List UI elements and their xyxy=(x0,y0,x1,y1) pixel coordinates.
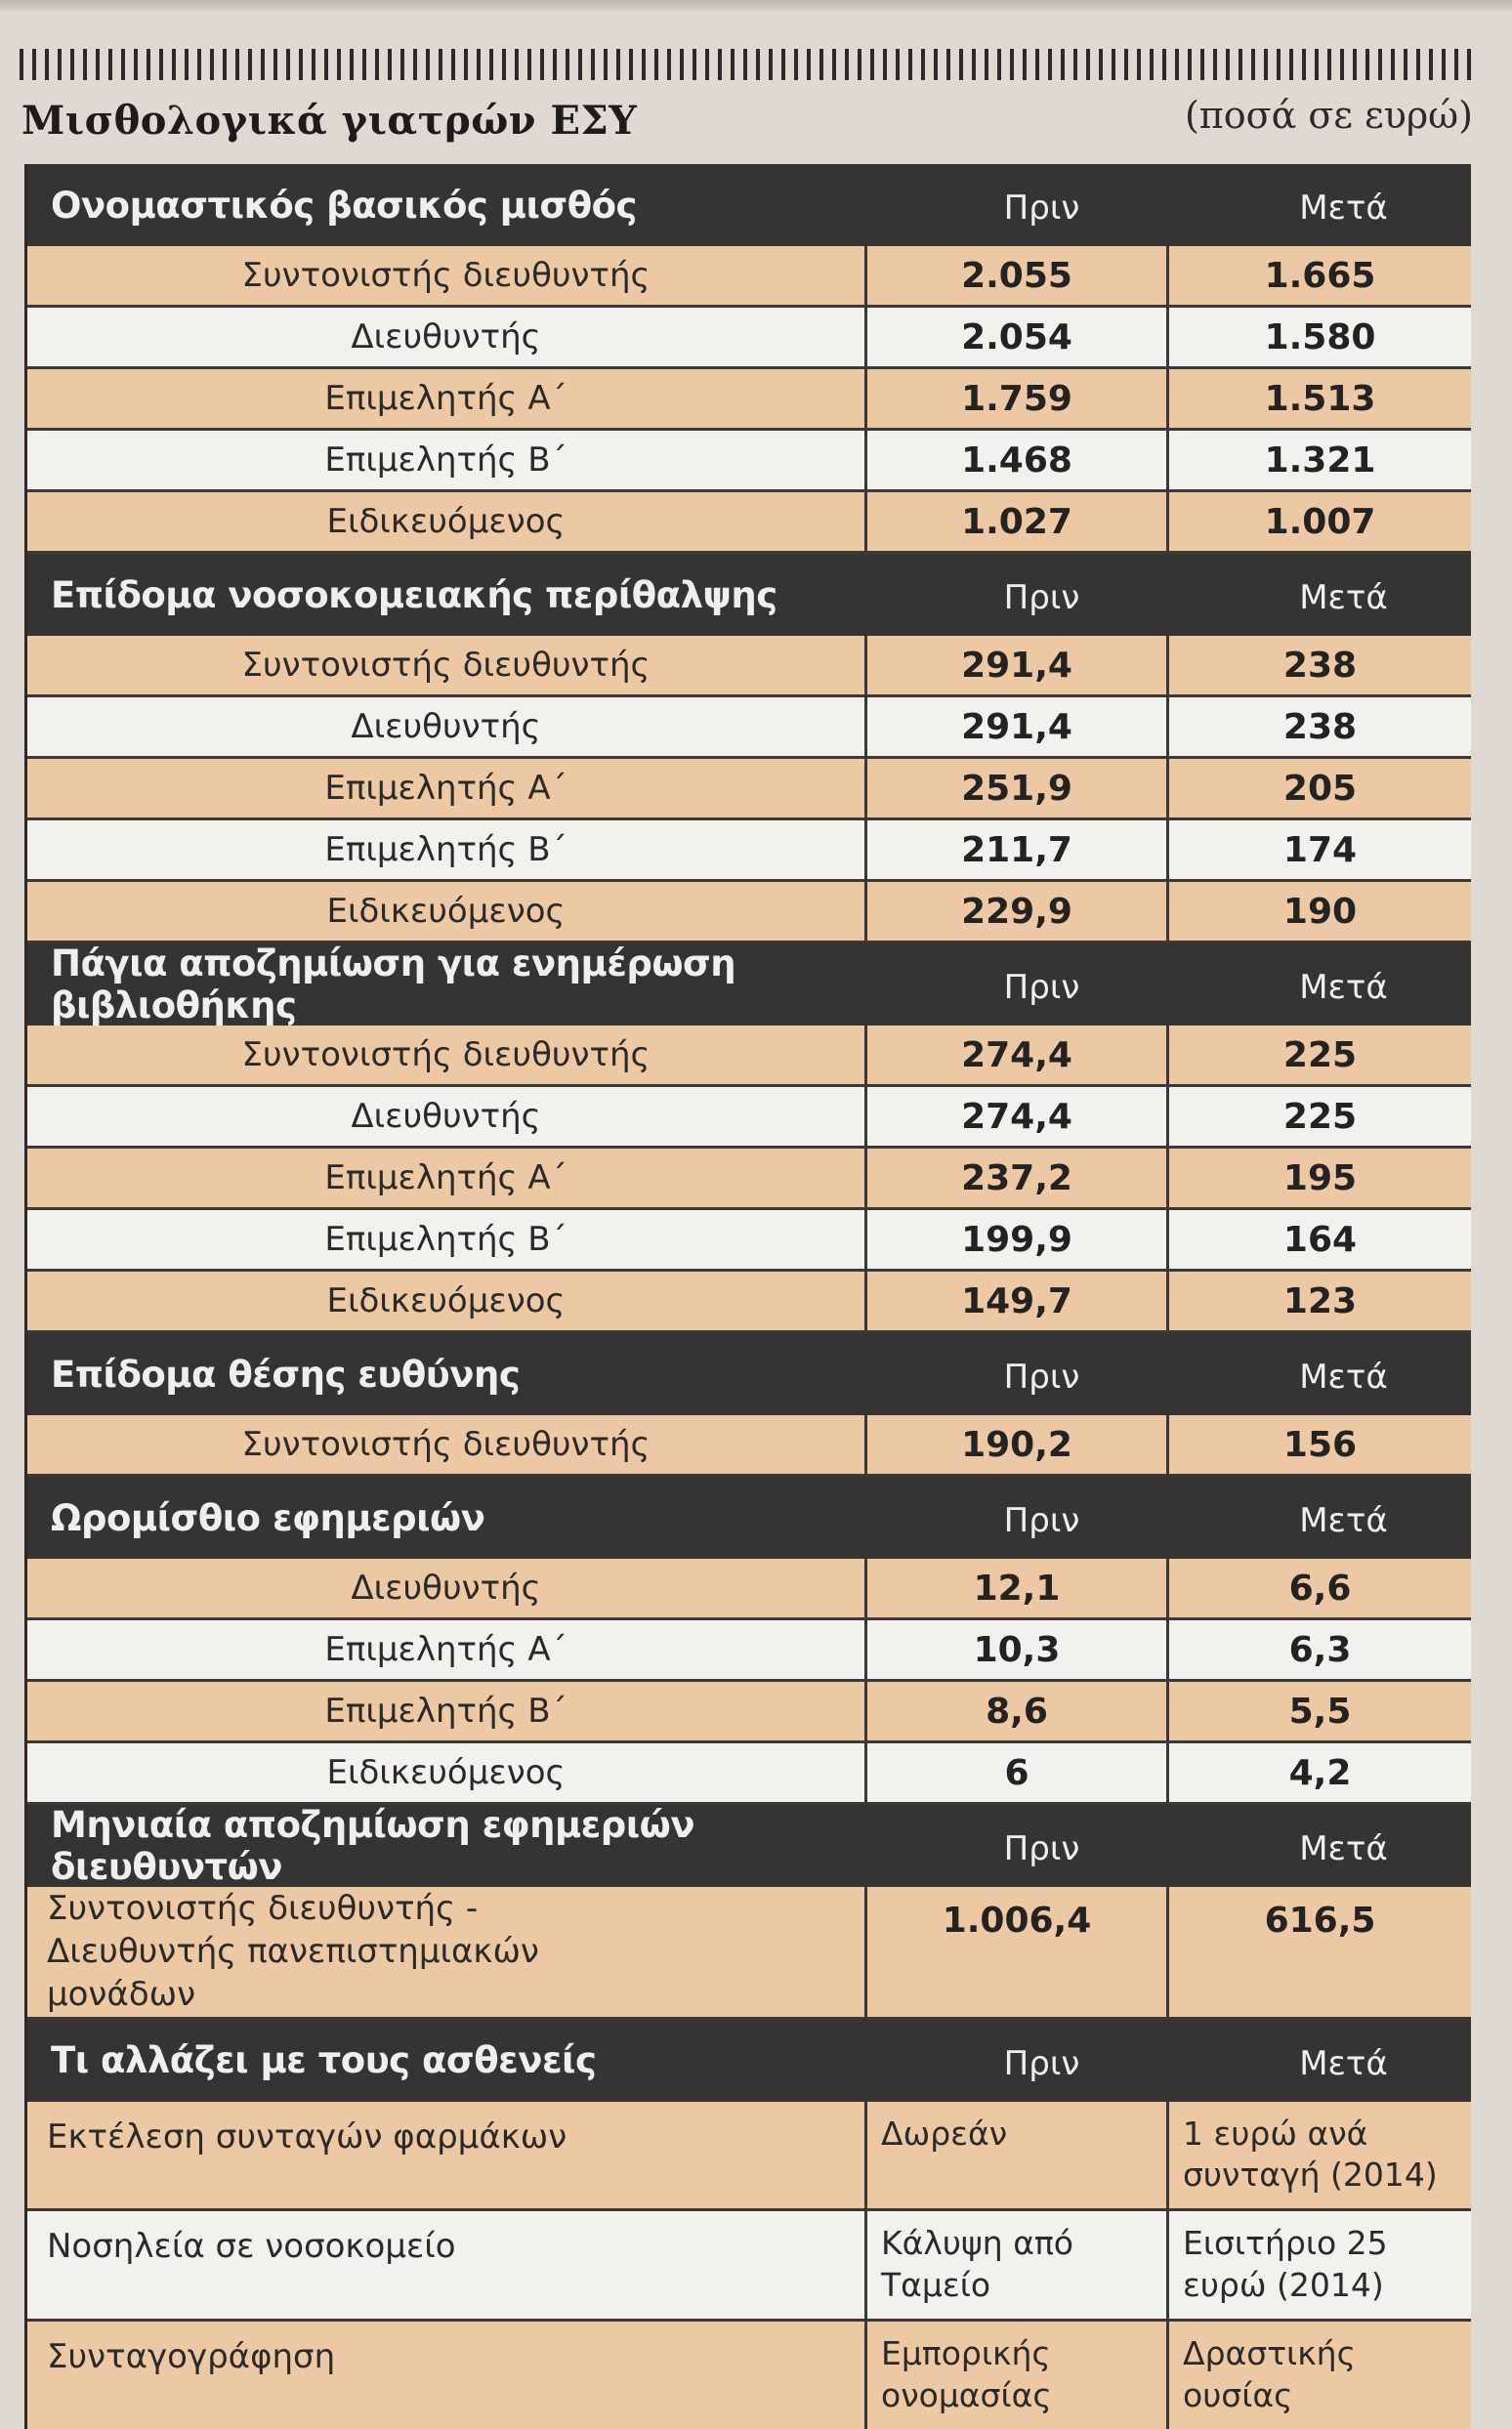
value-after: 4,2 xyxy=(1288,1752,1352,1793)
section-header-library-compensation xyxy=(27,943,1471,1026)
value-after: 225 xyxy=(1282,1096,1358,1137)
row-label: Διευθυντής xyxy=(27,1559,867,1617)
value-after: 123 xyxy=(1282,1280,1358,1321)
column-before-header: Πριν xyxy=(1003,1501,1080,1540)
row-label: Επιμελητής Α΄ xyxy=(27,759,867,817)
section-header-patient-changes xyxy=(27,2020,1471,2102)
value-before: 10,3 xyxy=(867,1620,1169,1679)
value-after: 156 xyxy=(1282,1424,1358,1465)
section-header-on-call-hourly-rate xyxy=(27,1477,1471,1559)
section-header-basic-salary xyxy=(27,164,1471,246)
table-row xyxy=(27,1210,1471,1272)
section-title: Επίδομα θέσης ευθύνης xyxy=(51,1353,521,1396)
value-before: 274,4 xyxy=(867,1026,1169,1084)
table-row xyxy=(27,1026,1471,1087)
value-after: 174 xyxy=(1282,829,1358,870)
column-after-header: Μετά xyxy=(1299,1358,1388,1397)
row-label: Συντονιστής διευθυντής xyxy=(27,1026,867,1084)
section-title: Ονομαστικός βασικός μισθός xyxy=(51,184,637,227)
column-before-header: Πριν xyxy=(1003,2043,1080,2083)
row-label: Συντονιστής διευθυντής xyxy=(27,246,867,305)
column-before-header: Πριν xyxy=(1003,1829,1080,1868)
row-label: Διευθυντής xyxy=(27,1087,867,1146)
column-after-header: Μετά xyxy=(1299,1501,1388,1540)
row-label: Ειδικευόμενος xyxy=(27,492,867,551)
value-before: 291,4 xyxy=(867,697,1169,756)
row-label: Ειδικευόμενος xyxy=(27,1272,867,1330)
column-before-header: Πριν xyxy=(1003,968,1080,1007)
table-row xyxy=(27,820,1471,882)
value-after: 1.321 xyxy=(1264,440,1376,481)
section-title: Πάγια αποζημίωση για ενημέρωση βιβλιοθήκης xyxy=(51,942,736,1026)
table-row xyxy=(27,492,1471,554)
table-row xyxy=(27,308,1471,369)
section-header-monthly-on-call-compensation xyxy=(27,1805,1471,1887)
section-title: Μηνιαία αποζημίωση εφημεριών διευθυντών xyxy=(51,1804,695,1888)
table-row xyxy=(27,431,1471,492)
value-before: Δωρεάν xyxy=(867,2102,1169,2209)
value-before: 1.006,4 xyxy=(867,1887,1169,2017)
table-row xyxy=(27,697,1471,759)
column-after-header: Μετά xyxy=(1299,188,1388,228)
value-before: 274,4 xyxy=(867,1087,1169,1146)
table-row xyxy=(27,1149,1471,1210)
table-row xyxy=(27,759,1471,820)
section-title: Επίδομα νοσοκομειακής περίθαλψης xyxy=(51,573,777,616)
row-label: Επιμελητής Β΄ xyxy=(27,820,867,879)
table-row xyxy=(27,636,1471,697)
value-before: Κάλυψη από Ταμείο xyxy=(867,2211,1169,2319)
value-after: 6,3 xyxy=(1288,1629,1352,1670)
value-before: 251,9 xyxy=(867,759,1169,817)
value-before: 149,7 xyxy=(867,1272,1169,1330)
value-after: 616,5 xyxy=(1264,1901,1376,1941)
salary-table xyxy=(24,164,1471,2429)
column-after-header: Μετά xyxy=(1299,1829,1388,1868)
value-after: 1.665 xyxy=(1264,255,1376,296)
row-label: Συνταγογράφηση xyxy=(27,2322,867,2429)
section-title: Ωρομίσθιο εφημεριών xyxy=(51,1496,485,1539)
page-title: Μισθολογικά γιατρών ΕΣΥ xyxy=(21,98,638,144)
table-row xyxy=(27,1415,1471,1477)
table-row xyxy=(27,369,1471,431)
table-row xyxy=(27,1087,1471,1149)
row-label: Εκτέλεση συνταγών φαρμάκων xyxy=(27,2102,867,2209)
row-label: Διευθυντής xyxy=(27,697,867,756)
value-after: 190 xyxy=(1282,891,1358,932)
column-before-header: Πριν xyxy=(1003,578,1080,617)
value-after: 1.513 xyxy=(1264,378,1376,419)
row-label: Συντονιστής διευθυντής - Διευθυντής πανεπιστημιακών μονάδων xyxy=(27,1887,867,2017)
table-row xyxy=(27,2322,1471,2429)
value-before: 8,6 xyxy=(867,1682,1169,1740)
row-label: Επιμελητής Α΄ xyxy=(27,1149,867,1207)
row-label: Επιμελητής Α΄ xyxy=(27,369,867,428)
section-header-hospital-care-allowance xyxy=(27,554,1471,636)
section-title: Τι αλλάζει με τους ασθενείς xyxy=(51,2039,597,2082)
value-before: 229,9 xyxy=(867,882,1169,941)
table-row xyxy=(27,2211,1471,2322)
value-after: 225 xyxy=(1282,1034,1358,1075)
value-after: 164 xyxy=(1282,1219,1358,1260)
value-before: 291,4 xyxy=(867,636,1169,694)
column-before-header: Πριν xyxy=(1003,188,1080,228)
value-after: 205 xyxy=(1282,768,1358,809)
value-before: 2.054 xyxy=(867,308,1169,366)
value-before: 1.027 xyxy=(867,492,1169,551)
column-after-header: Μετά xyxy=(1299,578,1388,617)
table-row xyxy=(27,2102,1471,2212)
table-row xyxy=(27,1743,1471,1805)
decorative-barcode-strip xyxy=(20,49,1475,80)
row-label: Συντονιστής διευθυντής xyxy=(27,1415,867,1474)
value-after: 238 xyxy=(1282,706,1358,747)
column-after-header: Μετά xyxy=(1299,2043,1388,2083)
value-after: 1.007 xyxy=(1264,501,1376,542)
table-row xyxy=(27,882,1471,943)
table-row xyxy=(27,1620,1471,1682)
table-row xyxy=(27,1272,1471,1333)
value-after: 1.580 xyxy=(1264,316,1376,357)
table-row xyxy=(27,1559,1471,1620)
value-before: Εμπορικής ονομασίας xyxy=(867,2322,1169,2429)
table-row xyxy=(27,246,1471,308)
value-before: 6 xyxy=(867,1743,1169,1802)
row-label: Νοσηλεία σε νοσοκομείο xyxy=(27,2211,867,2319)
page-top-edge xyxy=(0,0,1512,12)
value-before: 1.468 xyxy=(867,431,1169,489)
value-before: 237,2 xyxy=(867,1149,1169,1207)
value-before: 1.759 xyxy=(867,369,1169,428)
value-after: 5,5 xyxy=(1288,1691,1352,1732)
column-after-header: Μετά xyxy=(1299,968,1388,1007)
table-row xyxy=(27,1887,1471,2020)
row-label: Επιμελητής Β΄ xyxy=(27,1210,867,1269)
value-after: 1 ευρώ ανά συνταγή (2014) xyxy=(1183,2114,1438,2195)
table-row xyxy=(27,1682,1471,1743)
unit-note: (ποσά σε ευρώ) xyxy=(1184,94,1473,137)
value-after: Δραστικής ουσίας xyxy=(1183,2334,1356,2415)
row-label: Διευθυντής xyxy=(27,308,867,366)
row-label: Επιμελητής Β΄ xyxy=(27,1682,867,1740)
value-after: 238 xyxy=(1282,645,1358,686)
value-before: 12,1 xyxy=(867,1559,1169,1617)
value-before: 199,9 xyxy=(867,1210,1169,1269)
row-label: Ειδικευόμενος xyxy=(27,882,867,941)
row-label: Ειδικευόμενος xyxy=(27,1743,867,1802)
row-label: Συντονιστής διευθυντής xyxy=(27,636,867,694)
value-after: 6,6 xyxy=(1288,1568,1352,1609)
value-after: 195 xyxy=(1282,1157,1358,1198)
value-after: Εισιτήριο 25 ευρώ (2014) xyxy=(1183,2224,1388,2305)
value-before: 190,2 xyxy=(867,1415,1169,1474)
row-label: Επιμελητής Β΄ xyxy=(27,431,867,489)
row-label: Επιμελητής Α΄ xyxy=(27,1620,867,1679)
section-header-responsibility-allowance xyxy=(27,1333,1471,1415)
value-before: 2.055 xyxy=(867,246,1169,305)
column-before-header: Πριν xyxy=(1003,1358,1080,1397)
value-before: 211,7 xyxy=(867,820,1169,879)
